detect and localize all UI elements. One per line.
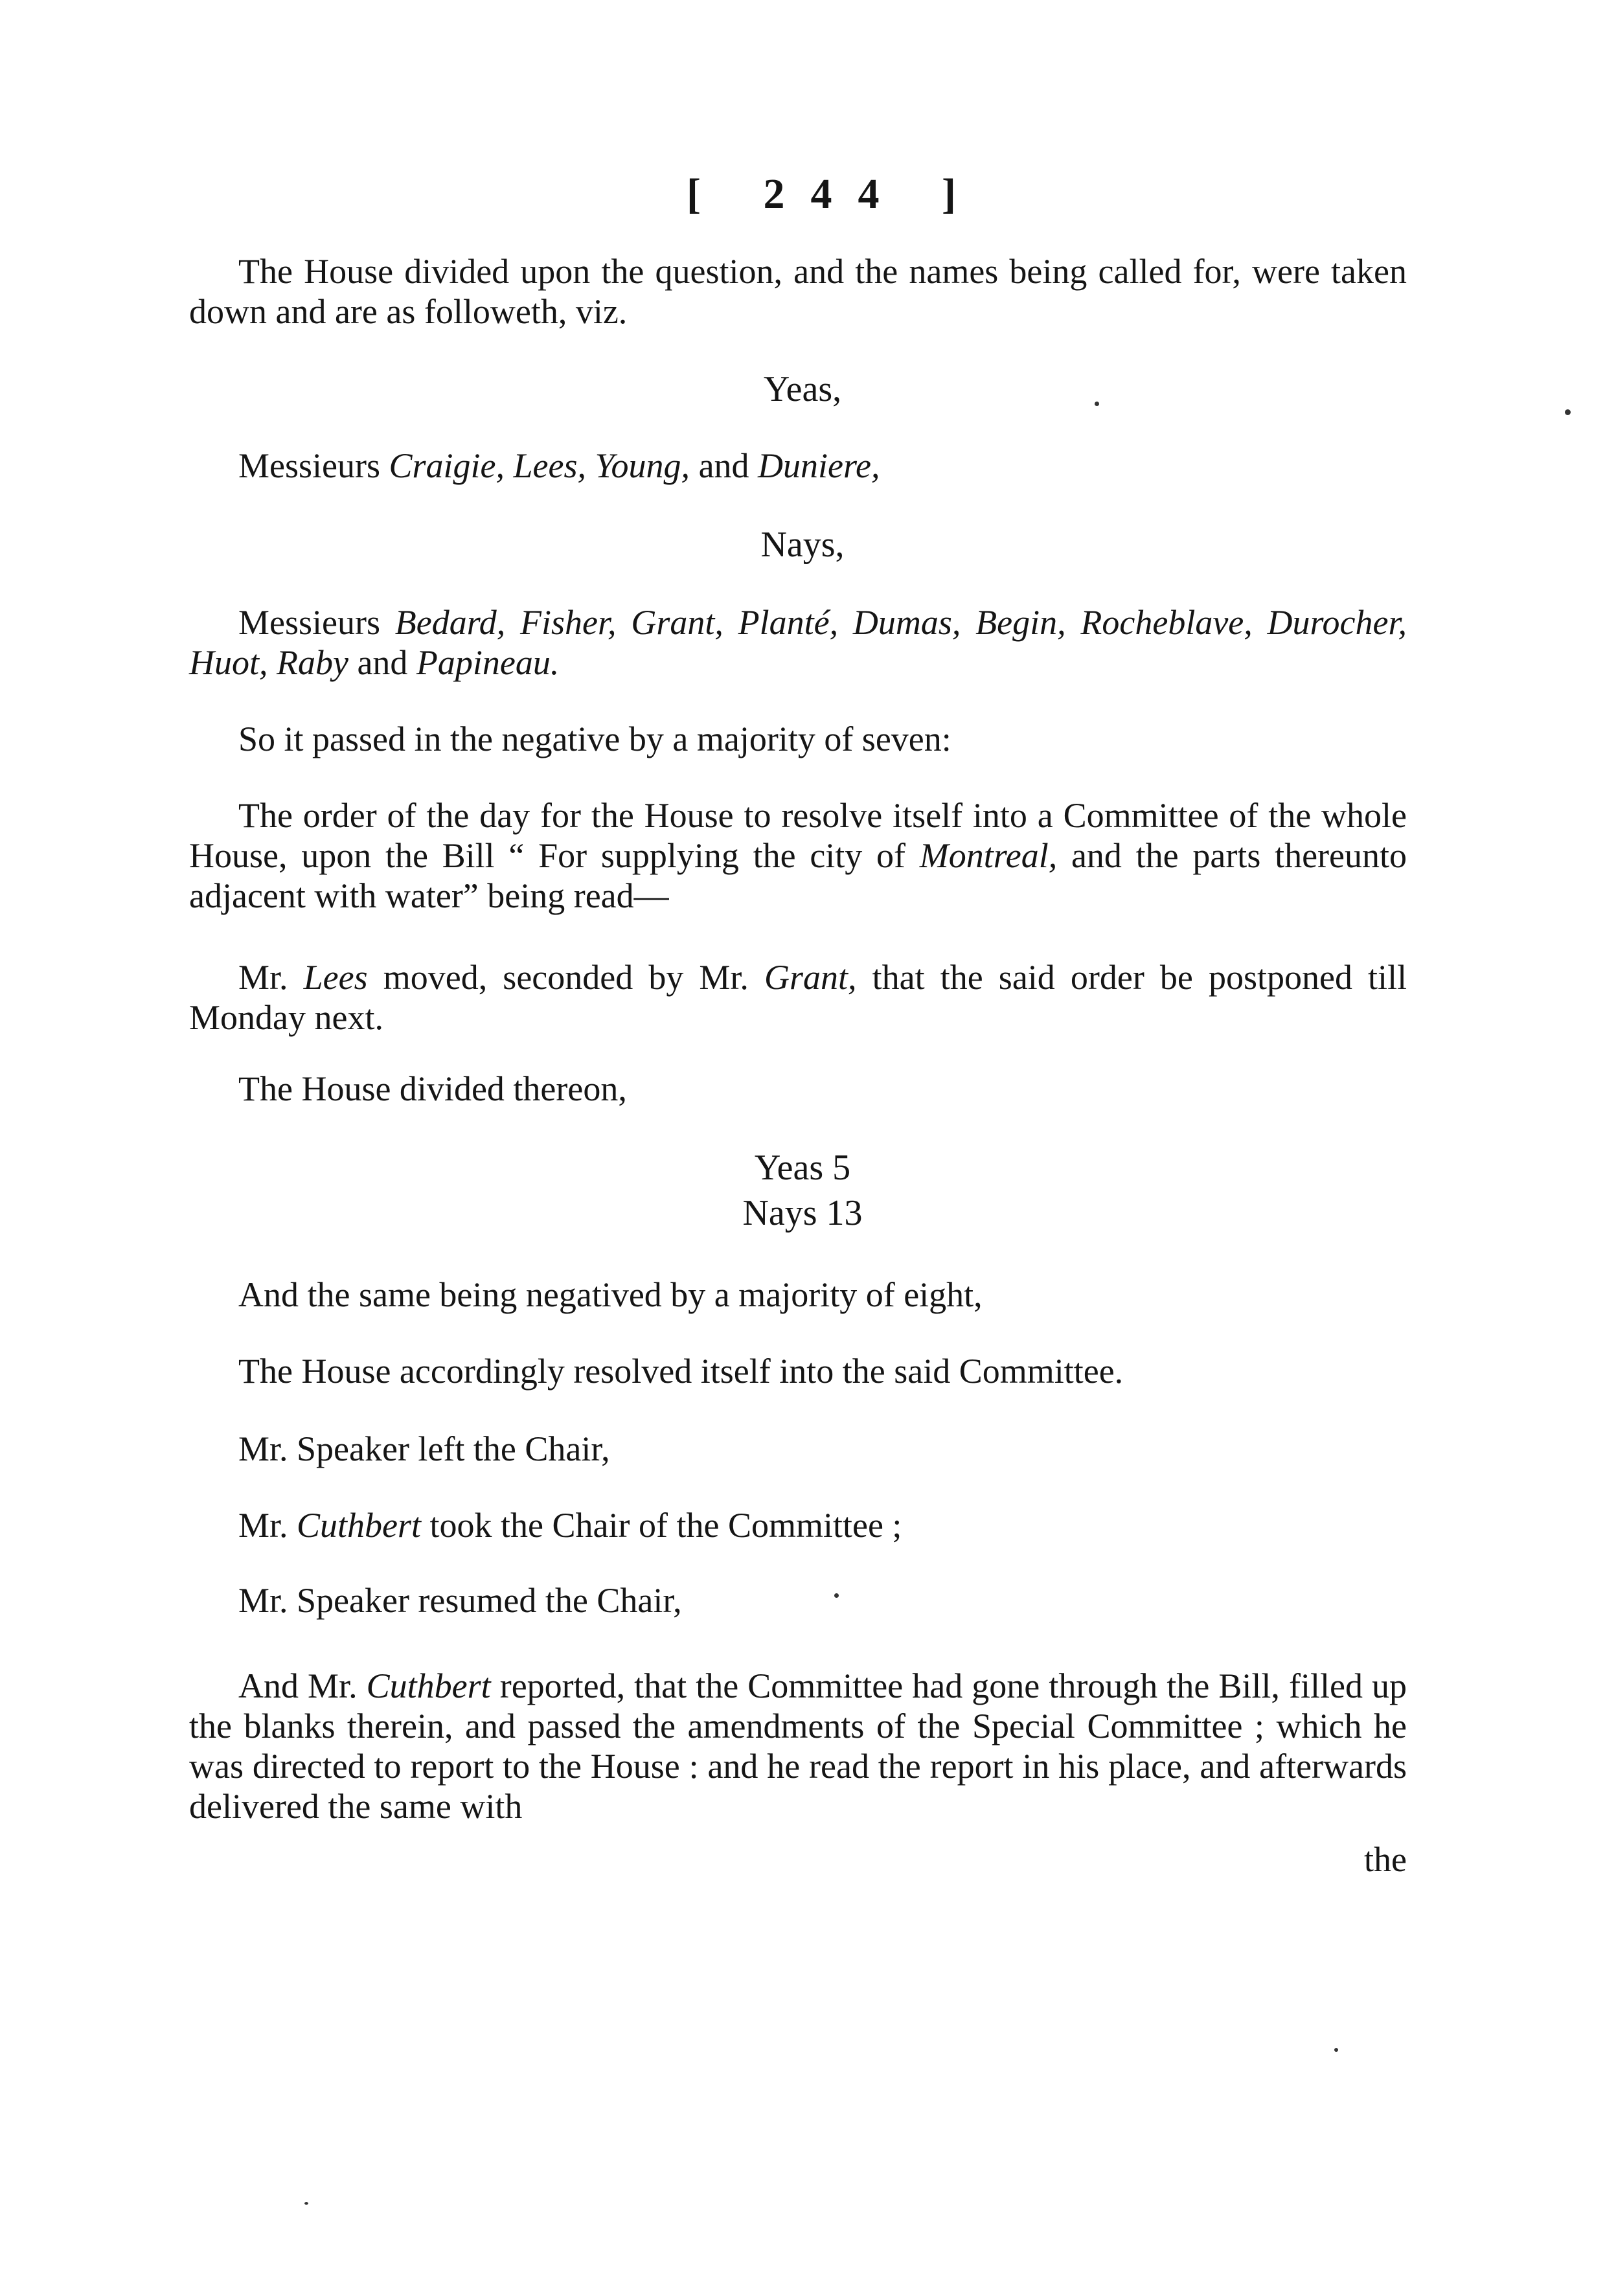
scan-speck xyxy=(304,2202,308,2205)
paragraph-cuthbert-report xyxy=(189,1666,1407,1826)
city-name: Montreal, xyxy=(919,836,1058,875)
paragraph-division-intro: The House divided upon the question, and the names being called for, were taken down and are as followeth, viz. xyxy=(189,252,1407,331)
motion-middle: moved, seconded by Mr. xyxy=(383,958,749,997)
page-number: [ 244 ] xyxy=(687,170,982,218)
vote-yeas-count: Yeas 5 xyxy=(754,1148,851,1188)
paragraph-speaker-resumed: Mr. Speaker resumed the Chair, xyxy=(238,1581,682,1620)
yeas-and: and xyxy=(698,446,749,485)
paragraph-negative-seven: So it passed in the negative by a majority of seven: xyxy=(238,720,951,758)
yeas-names: Craigie, Lees, Young, xyxy=(389,446,690,485)
paragraph-cuthbert-chair xyxy=(189,1505,1407,1545)
nays-last-name: Papineau. xyxy=(416,643,560,682)
yeas-heading: Yeas, xyxy=(763,369,842,409)
report-name: Cuthbert xyxy=(366,1666,491,1705)
scan-speck xyxy=(1095,402,1099,406)
nays-names-line xyxy=(189,602,1407,683)
motion-mover: Lees xyxy=(303,958,368,997)
paragraph-motion-postpone xyxy=(189,957,1407,1038)
paragraph-resolved-committee: The House accordingly resolved itself into the said Committee. xyxy=(238,1352,1124,1391)
order-text-after: and the parts thereunto adjacent with water” being read— xyxy=(189,836,1407,915)
paragraph-speaker-left: Mr. Speaker left the Chair, xyxy=(238,1429,610,1468)
scan-speck xyxy=(1565,409,1571,415)
yeas-last-name: Duniere, xyxy=(758,446,880,485)
order-text-before: The order of the day for the House to resolve itself into a Committee of the whole House, upon the Bill “ For supplying the city of xyxy=(189,796,1407,875)
vote-nays-count: Nays 13 xyxy=(742,1193,863,1233)
nays-prefix: Messieurs xyxy=(238,603,380,642)
motion-mr: Mr. xyxy=(238,958,288,997)
paragraph-divided-thereon: The House divided thereon, xyxy=(238,1069,627,1108)
motion-after: that the said order be postponed till Monday next. xyxy=(189,958,1407,1037)
motion-seconder: Grant, xyxy=(764,958,857,997)
chair-name: Cuthbert xyxy=(297,1506,422,1545)
chair-mr: Mr. xyxy=(238,1506,288,1545)
scan-speck xyxy=(1334,2048,1338,2052)
nays-heading: Nays, xyxy=(760,525,845,565)
yeas-names-line xyxy=(189,446,1407,486)
report-after: reported, that the Committee had gone through the Bill, filled up the blanks therein, and passed the amendments of the Special Committee ; which he was directed to report to the House : and he read the report in his place, and afterwards delivered the same with xyxy=(189,1666,1407,1826)
catchword: the xyxy=(1364,1840,1407,1879)
nays-names: Bedard, Fisher, Grant, Planté, Dumas, Begin, Rocheblave, Durocher, Huot, Raby xyxy=(189,603,1407,682)
chair-after: took the Chair of the Committee ; xyxy=(429,1506,902,1545)
yeas-prefix: Messieurs xyxy=(238,446,380,485)
nays-and: and xyxy=(357,643,408,682)
report-before: And Mr. xyxy=(238,1666,358,1705)
paragraph-negatived-eight: And the same being negatived by a majority of eight, xyxy=(238,1275,983,1314)
paragraph-order-of-day xyxy=(189,795,1407,916)
scan-speck xyxy=(834,1593,839,1598)
